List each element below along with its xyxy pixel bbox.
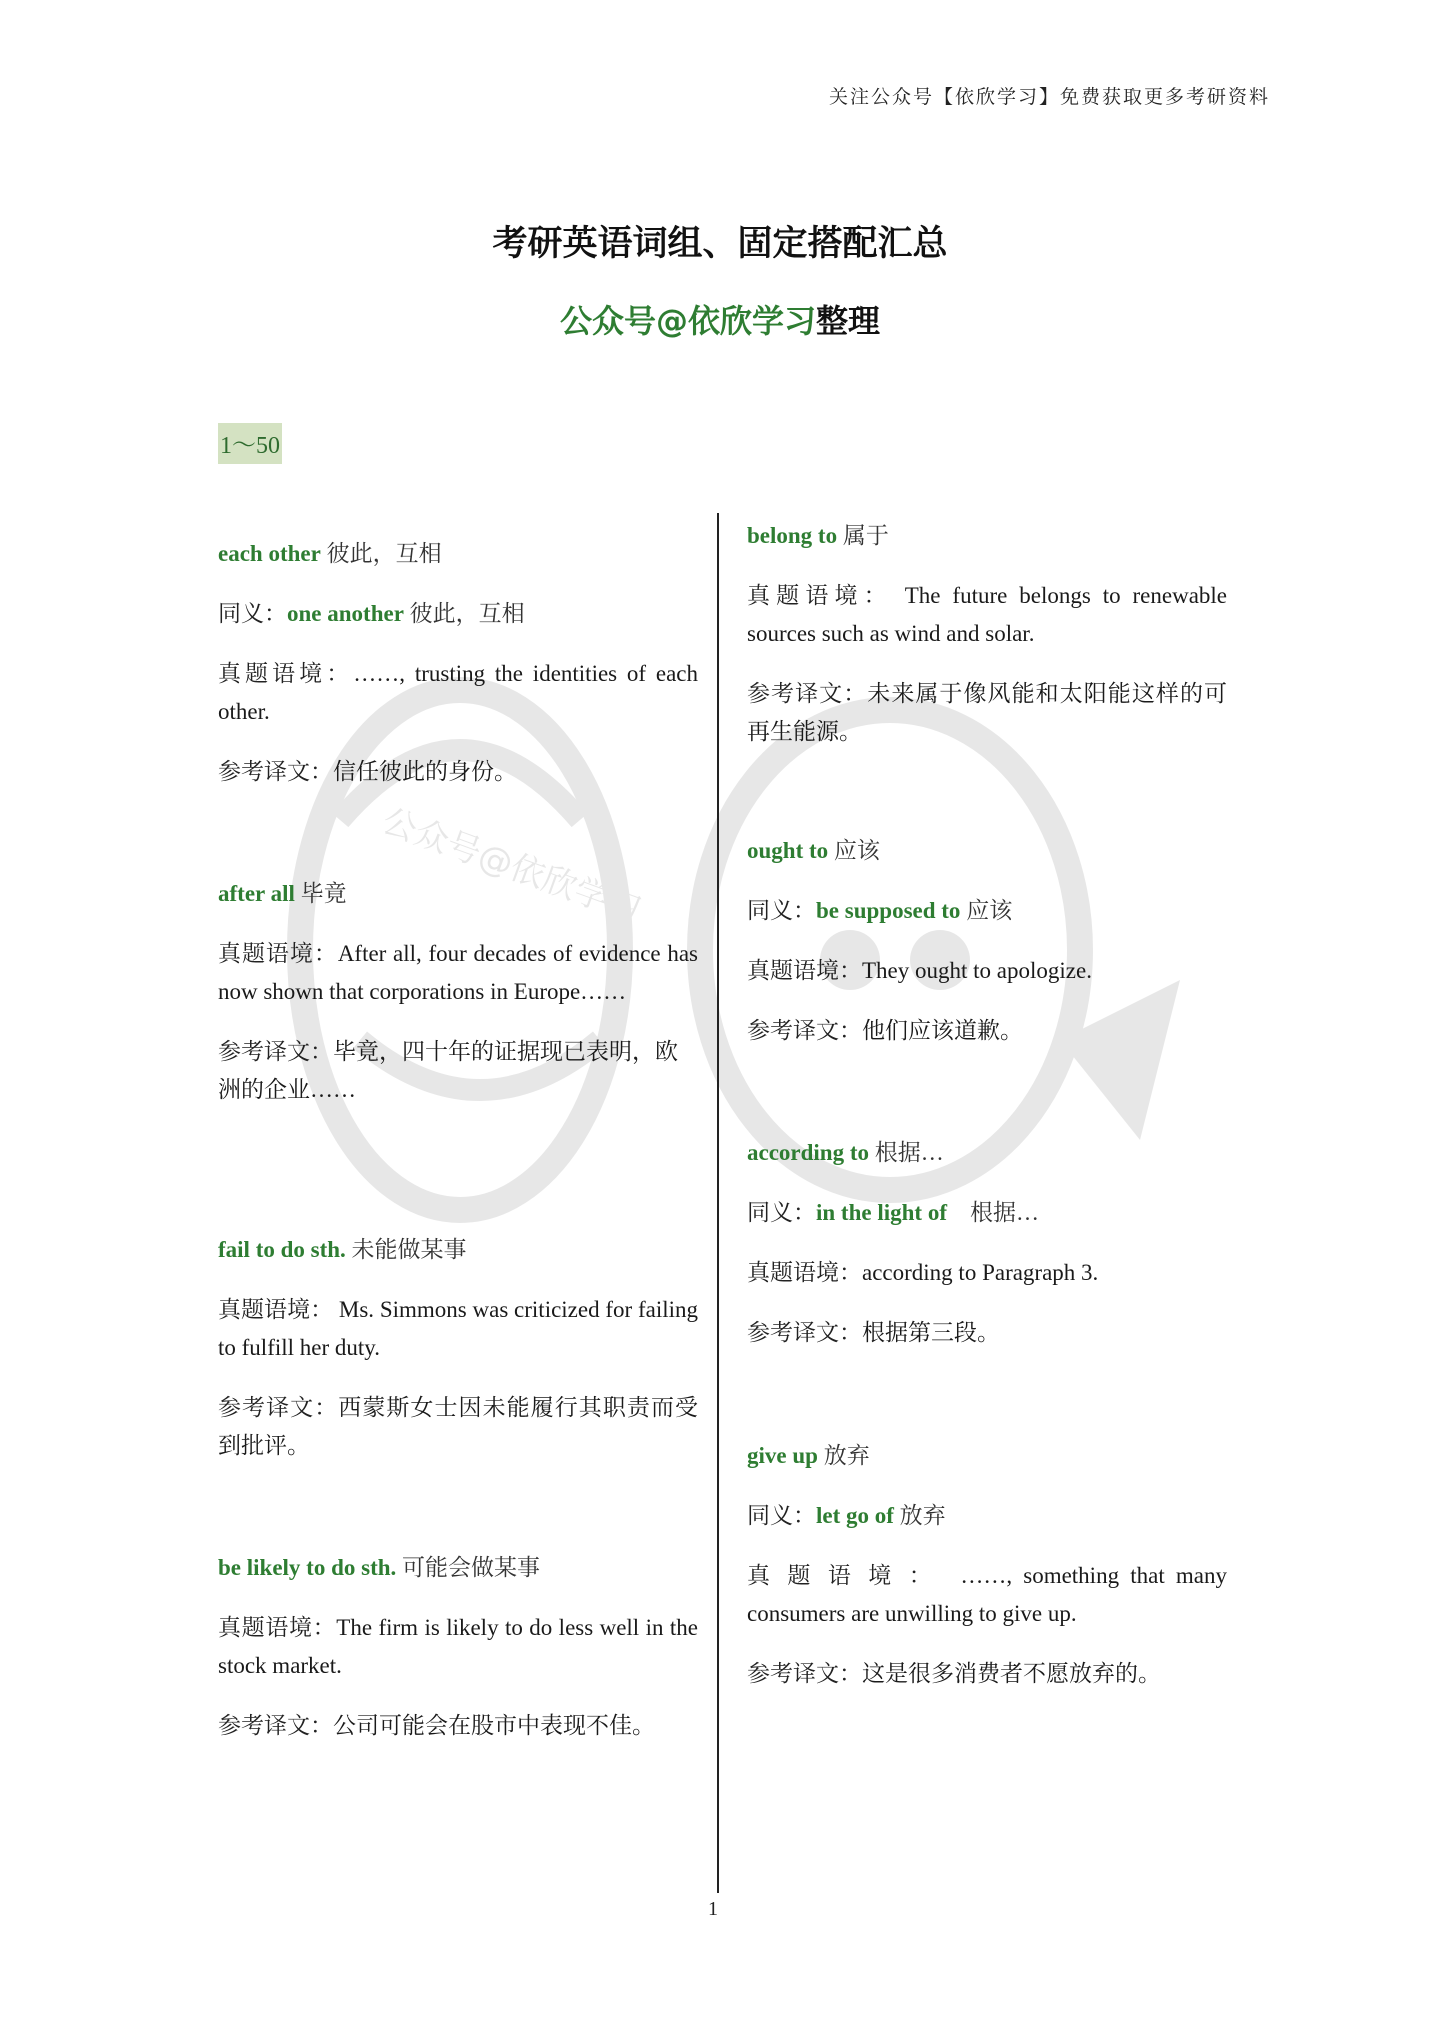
phrase-heading xyxy=(747,1134,1227,1172)
context-text: according to Paragraph 3. xyxy=(862,1260,1099,1285)
phrase-heading xyxy=(747,832,1227,870)
synonym-line xyxy=(747,892,1227,930)
context-text: ……, trusting the identities of each other. xyxy=(218,661,699,724)
phrase-term: each other xyxy=(218,541,321,566)
translation-label: 参考译文： xyxy=(747,681,868,706)
context-line xyxy=(218,655,698,731)
context-line xyxy=(747,577,1227,653)
phrase-entry xyxy=(747,1437,1227,1715)
context-line xyxy=(218,935,698,1011)
svg-text:公众号@依欣学习: 公众号@依欣学习 xyxy=(376,800,647,932)
translation-text: 公司可能会在股市中表现不佳。 xyxy=(333,1713,655,1738)
subtitle-suffix: 整理 xyxy=(816,302,881,340)
context-label: 真题语境： xyxy=(218,1297,334,1322)
synonym-line xyxy=(747,1497,1227,1535)
phrase-entry xyxy=(218,535,698,813)
phrase-heading xyxy=(747,1437,1227,1475)
context-line xyxy=(218,1291,698,1367)
context-line xyxy=(747,952,1227,990)
phrase-entry xyxy=(747,832,1227,1072)
page-title: 考研英语词组、固定搭配汇总 xyxy=(492,224,948,264)
synonym-meaning: 根据… xyxy=(946,1200,1039,1225)
translation-line xyxy=(218,753,698,791)
range-tag: 1～50 xyxy=(218,423,282,464)
context-text: After all, four decades of evidence has now shown that corporations in Europe…… xyxy=(218,941,698,1004)
phrase-meaning: 应该 xyxy=(828,838,880,863)
translation-text: 信任彼此的身份。 xyxy=(333,759,517,784)
phrase-heading xyxy=(218,1549,698,1587)
context-text: The future belongs to renewable sources such as wind and solar. xyxy=(747,583,1228,646)
synonym-label: 同义： xyxy=(747,1200,816,1225)
context-label: 真题语境： xyxy=(218,1615,337,1640)
translation-label: 参考译文： xyxy=(218,1713,333,1738)
translation-label: 参考译文： xyxy=(218,1039,333,1064)
phrase-meaning: 毕竟 xyxy=(294,881,347,906)
phrase-term: according to xyxy=(747,1140,870,1165)
phrase-term: fail to do sth. xyxy=(218,1237,346,1262)
translation-text: 西蒙斯女士因未能履行其职责而受到批评。 xyxy=(218,1395,699,1458)
translation-text: 毕竟，四十年的证据现已表明，欧洲的企业…… xyxy=(218,1039,678,1102)
page-subtitle xyxy=(0,296,1440,342)
context-label: 真题语境： xyxy=(747,958,862,983)
synonym-line xyxy=(218,595,698,633)
phrase-meaning: 属于 xyxy=(837,523,889,548)
translation-line xyxy=(218,1707,698,1745)
synonym-term: one another xyxy=(287,601,404,626)
context-text: ……, something that many consumers are unwilling to give up. xyxy=(747,1563,1228,1626)
phrase-entry xyxy=(747,1134,1227,1374)
phrase-heading xyxy=(747,517,1227,555)
translation-text: 他们应该道歉。 xyxy=(862,1018,1023,1043)
phrase-term: belong to xyxy=(747,523,838,548)
phrase-term: ought to xyxy=(747,838,829,863)
synonym-meaning: 彼此，互相 xyxy=(403,601,525,626)
translation-text: 未来属于像风能和太阳能这样的可再生能源。 xyxy=(747,681,1228,744)
synonym-term: in the light of xyxy=(816,1200,947,1225)
synonym-term: let go of xyxy=(816,1503,894,1528)
context-text: The firm is likely to do less well in the stock market. xyxy=(218,1615,698,1678)
context-label: 真题语境： xyxy=(218,661,354,686)
synonym-label: 同义： xyxy=(747,1503,816,1528)
translation-line xyxy=(747,1655,1227,1693)
phrase-heading xyxy=(218,875,698,913)
phrase-meaning: 未能做某事 xyxy=(345,1237,467,1262)
phrase-meaning: 放弃 xyxy=(817,1443,870,1468)
phrase-meaning: 根据… xyxy=(869,1140,944,1165)
translation-label: 参考译文： xyxy=(747,1018,862,1043)
subtitle-account: 公众号@依欣学习 xyxy=(559,302,816,340)
translation-line xyxy=(218,1389,698,1465)
page-number: 1 xyxy=(708,1898,718,1920)
synonym-meaning: 放弃 xyxy=(893,1503,946,1528)
translation-text: 根据第三段。 xyxy=(862,1320,1000,1345)
translation-label: 参考译文： xyxy=(747,1320,862,1345)
phrase-meaning: 彼此，互相 xyxy=(320,541,442,566)
translation-line xyxy=(747,1314,1227,1352)
phrase-heading xyxy=(218,535,698,573)
context-text: Ms. Simmons was criticized for failing to fulfill her duty. xyxy=(218,1297,699,1360)
context-line xyxy=(747,1557,1227,1633)
phrase-term: give up xyxy=(747,1443,818,1468)
context-line xyxy=(747,1254,1227,1292)
column-divider xyxy=(717,513,719,1893)
context-line xyxy=(218,1609,698,1685)
translation-label: 参考译文： xyxy=(747,1661,862,1686)
phrase-term: be likely to do sth. xyxy=(218,1555,397,1580)
context-label: 真题语境： xyxy=(747,1260,862,1285)
context-label: 真题语境： xyxy=(747,583,893,608)
context-text: They ought to apologize. xyxy=(862,958,1092,983)
header-note: 关注公众号【依欣学习】免费获取更多考研资料 xyxy=(828,86,1270,108)
translation-line xyxy=(747,675,1227,751)
translation-label: 参考译文： xyxy=(218,759,333,784)
phrase-entry xyxy=(218,1549,698,1767)
synonym-line xyxy=(747,1194,1227,1232)
context-label: 真题语境： xyxy=(218,941,338,966)
phrase-term: after all xyxy=(218,881,295,906)
synonym-label: 同义： xyxy=(218,601,287,626)
synonym-meaning: 应该 xyxy=(960,898,1013,923)
context-label: 真题语境： xyxy=(747,1563,950,1588)
synonym-term: be supposed to xyxy=(816,898,961,923)
translation-text: 这是很多消费者不愿放弃的。 xyxy=(862,1661,1161,1686)
translation-label: 参考译文： xyxy=(218,1395,339,1420)
phrase-entry xyxy=(218,1231,698,1487)
synonym-label: 同义： xyxy=(747,898,816,923)
translation-line xyxy=(747,1012,1227,1050)
phrase-entry xyxy=(218,875,698,1131)
phrase-heading xyxy=(218,1231,698,1269)
phrase-meaning: 可能会做某事 xyxy=(396,1555,541,1580)
translation-line xyxy=(218,1033,698,1109)
phrase-entry xyxy=(747,517,1227,773)
